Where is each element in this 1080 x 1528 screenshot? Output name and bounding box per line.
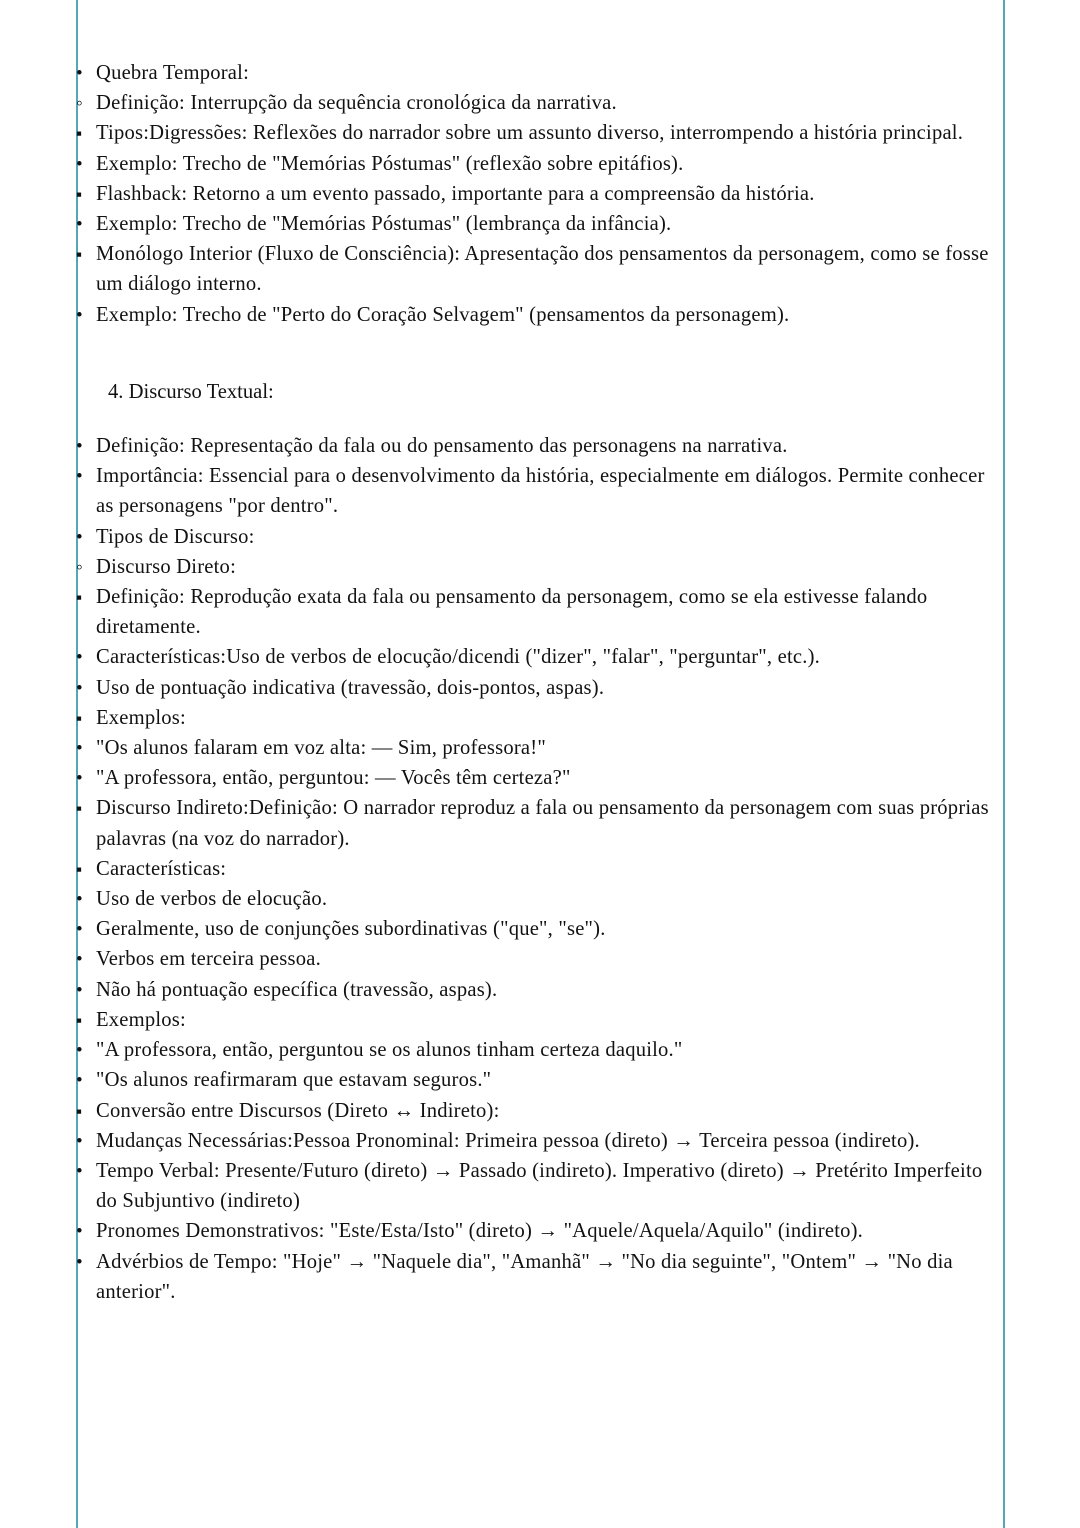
exemplo-flashback-text: Exemplo: Trecho de "Memórias Póstumas" (lembrança da infância). [96,213,672,236]
disc-bullet-icon [76,461,96,492]
discurso-direto-list [76,582,1003,1307]
tipos-de-discurso-text: Tipos de Discurso: [96,525,255,548]
list-item-exemplo-direto-1 [76,733,1003,763]
disc-bullet-icon [76,884,96,915]
exemplos-indireto-list [76,1035,1003,1095]
exemplo-indireto-2-text: "Os alunos reafirmaram que estavam seguros." [96,1069,492,1092]
disc-bullet-icon [76,975,96,1006]
disc-bullet-icon [76,300,96,331]
caracteristica-indireto-4-text: Não há pontuação específica (travessão, aspas). [96,978,498,1001]
exemplos-direto-list [76,733,1003,793]
caracteristicas-direto-list [76,642,1003,702]
list-item-tempo-verbal [76,1156,1003,1216]
list-item-caracteristicas-indireto [76,854,1003,884]
quebra-temporal-list [76,58,1003,330]
disc-bullet-icon [76,1065,96,1096]
list-item-definicao-direto [76,582,1003,642]
quebra-temporal-sublist [76,88,1003,330]
exemplo-direto-2-text: "A professora, então, perguntou: — Vocês têm certeza?" [96,767,571,790]
discurso-indireto-text: Discurso Indireto:Definição: O narrador reproduz a fala ou pensamento da personagem com suas próprias palavras (na voz do narrador). [96,797,989,850]
disc-bullet-icon [76,642,96,673]
exemplo-monologo-list [76,300,1003,330]
list-item-exemplos-indireto [76,1005,1003,1035]
list-item-adverbios-tempo [76,1247,1003,1307]
list-item-definicao-quebra [76,88,1003,118]
list-item-caracteristica-indireto-3 [76,944,1003,974]
exemplo-direto-1-text: "Os alunos falaram em voz alta: — Sim, professora!" [96,737,546,760]
disc-bullet-icon [76,944,96,975]
list-item-tipos-digressoes [76,118,1003,148]
exemplo-digressoes-text: Exemplo: Trecho de "Memórias Póstumas" (reflexão sobre epitáfios). [96,152,684,175]
exemplo-indireto-1-text: "A professora, então, perguntou se os alunos tinham certeza daquilo." [96,1039,683,1062]
caracteristica-indireto-1-text: Uso de verbos de elocução. [96,888,328,911]
square-bullet-icon [76,239,96,270]
list-item-definicao-discurso [76,431,1003,461]
disc-bullet-icon [76,1035,96,1066]
list-item-exemplo-indireto-2 [76,1065,1003,1095]
caracteristicas-indireto-label: Características: [96,857,227,880]
discurso-direto-title: Discurso Direto: [96,555,236,578]
spacer [76,407,1003,431]
list-item-exemplos-direto [76,703,1003,733]
tipos-de-discurso-sublist [76,552,1003,1307]
square-bullet-icon [76,118,96,149]
caracteristicas-indireto-list [76,884,1003,1005]
definicao-direto-text: Definição: Reprodução exata da fala ou pensamento da personagem, como se ela estivesse falando diretamente. [96,586,928,639]
tipos-digressoes-text: Tipos:Digressões: Reflexões do narrador sobre um assunto diverso, interrompendo a história principal. [96,122,964,145]
list-item-caracteristicas-direto-2 [76,673,1003,703]
square-bullet-icon [76,1096,96,1127]
disc-bullet-icon [76,673,96,704]
caracteristicas-direto-2-text: Uso de pontuação indicativa (travessão, dois-pontos, aspas). [96,676,605,699]
right-margin-rule [1003,0,1005,1528]
definicao-discurso-text: Definição: Representação da fala ou do pensamento das personagens na narrativa. [96,435,788,458]
exemplos-direto-label: Exemplos: [96,706,186,729]
disc-bullet-icon [76,1247,96,1278]
disc-bullet-icon [76,431,96,462]
list-item-exemplo-digressoes [76,149,1003,179]
square-bullet-icon [76,793,96,824]
list-item-mudancas-pessoa [76,1126,1003,1156]
list-item-caracteristica-indireto-4 [76,975,1003,1005]
importancia-text: Importância: Essencial para o desenvolvimento da história, especialmente em diálogos. Permite conhecer as personagens "por dentro". [96,465,985,518]
list-item-conversao [76,1096,1003,1126]
list-item-exemplo-monologo [76,300,1003,330]
list-item-flashback [76,179,1003,209]
exemplos-indireto-label: Exemplos: [96,1008,186,1031]
disc-bullet-icon [76,209,96,240]
square-bullet-icon [76,854,96,885]
spacer [76,330,1003,377]
list-item-caracteristica-indireto-2 [76,914,1003,944]
list-item-discurso-indireto [76,793,1003,853]
definicao-quebra-text: Definição: Interrupção da sequência cronológica da narrativa. [96,92,617,115]
list-item-exemplo-flashback [76,209,1003,239]
flashback-text: Flashback: Retorno a um evento passado, importante para a compreensão da história. [96,182,815,205]
list-item-monologo-interior [76,239,1003,299]
list-item-importancia [76,461,1003,521]
list-item-discurso-direto [76,552,1003,582]
conversao-list [76,1126,1003,1307]
disc-bullet-icon [76,1156,96,1187]
section-heading-wrap [76,377,1003,407]
discurso-textual-list [76,431,1003,1307]
disc-bullet-icon [76,914,96,945]
list-item-exemplo-indireto-1 [76,1035,1003,1065]
disc-bullet-icon [76,733,96,764]
list-item-quebra-temporal [76,58,1003,88]
square-bullet-icon [76,179,96,210]
square-bullet-icon [76,582,96,613]
document-content [76,0,1003,1528]
page-title: 4. Discurso Textual: [108,380,274,403]
caracteristica-indireto-3-text: Verbos em terceira pessoa. [96,948,321,971]
circle-bullet-icon [76,88,96,119]
mudancas-pessoa-text: Mudanças Necessárias:Pessoa Pronominal: Primeira pessoa (direto) → Terceira pessoa (indireto). [96,1129,920,1152]
disc-bullet-icon [76,1216,96,1247]
disc-bullet-icon [76,1126,96,1157]
tempo-verbal-text: Tempo Verbal: Presente/Futuro (direto) → Passado (indireto). Imperativo (direto) → Pretérito Imperfeito do Subjuntivo (indireto) [96,1159,983,1213]
quebra-temporal-tipos-list [76,118,1003,329]
list-item-exemplo-direto-2 [76,763,1003,793]
pronomes-demonstrativos-text: Pronomes Demonstrativos: "Este/Esta/Isto" (direto) → "Aquele/Aquela/Aquilo" (indireto). [96,1220,864,1243]
exemplo-flashback-list [76,209,1003,239]
disc-bullet-icon [76,149,96,180]
conversao-title: Conversão entre Discursos (Direto ↔ Indireto): [96,1099,500,1122]
adverbios-tempo-text: Advérbios de Tempo: "Hoje" → "Naquele dia", "Amanhã" → "No dia seguinte", "Ontem" → "No dia anterior". [96,1250,953,1303]
list-item-caracteristica-indireto-1 [76,884,1003,914]
caracteristica-indireto-2-text: Geralmente, uso de conjunções subordinativas ("que", "se"). [96,918,606,941]
caracteristicas-direto-1-text: Características:Uso de verbos de elocução/dicendi ("dizer", "falar", "perguntar", etc.). [96,646,821,669]
list-item-tipos-de-discurso [76,522,1003,552]
exemplo-digressoes-list [76,149,1003,179]
disc-bullet-icon [76,58,96,89]
list-item-pronomes-demonstrativos [76,1216,1003,1246]
quebra-temporal-title: Quebra Temporal: [96,62,250,84]
monologo-interior-text: Monólogo Interior (Fluxo de Consciência): Apresentação dos pensamentos da personagem, como se fosse um diálogo interno. [96,243,989,296]
list-item-caracteristicas-direto-1 [76,642,1003,672]
disc-bullet-icon [76,522,96,553]
square-bullet-icon [76,703,96,734]
square-bullet-icon [76,1005,96,1036]
circle-bullet-icon [76,552,96,583]
disc-bullet-icon [76,763,96,794]
exemplo-monologo-text: Exemplo: Trecho de "Perto do Coração Selvagem" (pensamentos da personagem). [96,303,790,326]
